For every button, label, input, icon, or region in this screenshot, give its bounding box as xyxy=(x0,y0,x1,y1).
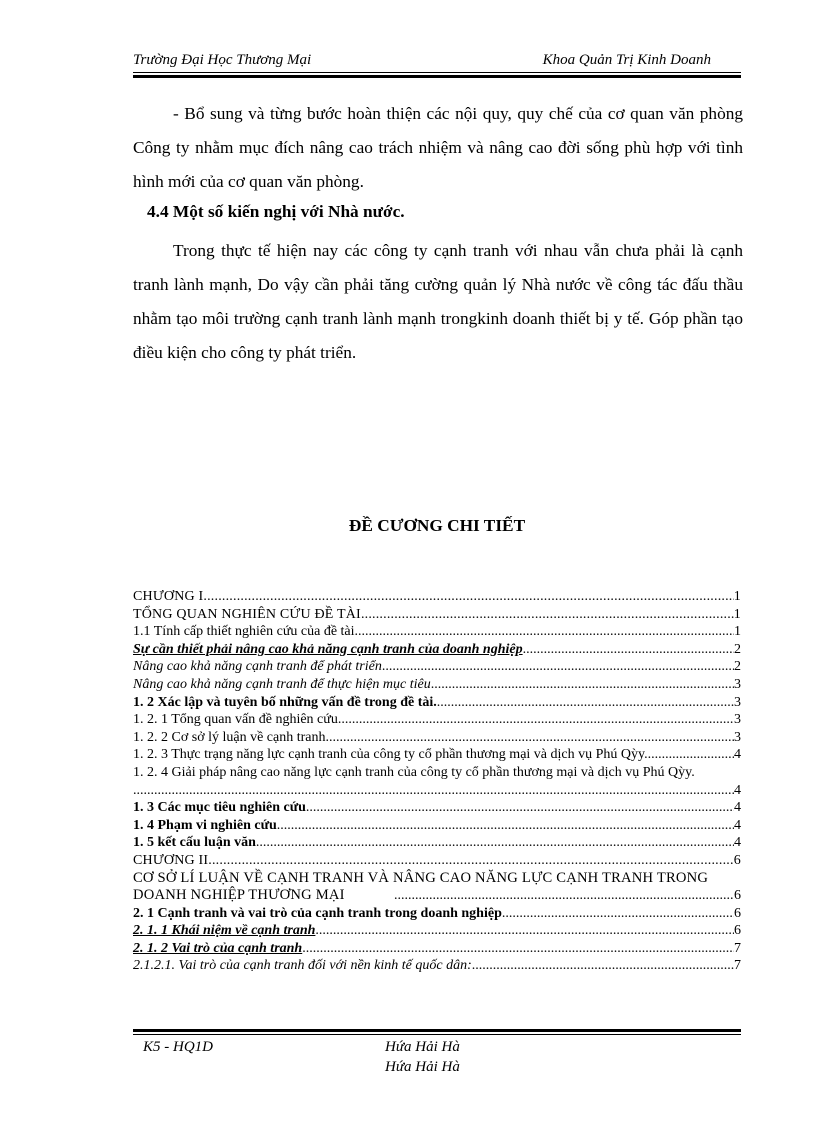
toc-title: ĐỀ CƯƠNG CHI TIẾT xyxy=(348,516,526,535)
toc-entry-text: 1. 2. 3 Thực trạng năng lực cạnh tranh của công ty cổ phần thương mại và dịch vụ Phú Qỳy. xyxy=(133,747,648,763)
toc-entry-text: 1. 2. 4 Giải pháp nâng cao năng lực cạnh tranh của công ty cổ phần thương mại và dịch vụ Phú Qỳy. xyxy=(133,764,695,780)
toc-entry-text: 1. 2 Xác lập và tuyên bố những vấn đề trong đề tài. xyxy=(133,694,437,710)
toc-entry[interactable] xyxy=(133,606,741,624)
toc-entry-text: 1. 2. 1 Tổng quan vấn đề nghiên cứu. xyxy=(133,712,342,728)
toc-entry-page: 1 xyxy=(733,589,741,604)
toc-entry-page: 3 xyxy=(734,694,741,710)
toc-entry-text: 2. 1 Cạnh tranh và vai trò của cạnh tranh trong doanh nghiệp xyxy=(133,905,502,921)
toc-entry[interactable] xyxy=(133,922,741,940)
footer-rule-thick xyxy=(133,1029,741,1032)
toc-entry[interactable] xyxy=(133,676,741,694)
toc-entry-page: 6 xyxy=(733,852,741,868)
toc-entry[interactable] xyxy=(133,852,741,870)
toc-entry-page: 2 xyxy=(734,641,741,657)
toc-entry[interactable] xyxy=(133,940,741,958)
toc-entry-page: 3 xyxy=(734,729,741,745)
toc-entry-text: 1.1 Tính cấp thiết nghiên cứu của đề tài xyxy=(133,624,355,640)
footer-rule-thin xyxy=(133,1034,741,1035)
toc-entry[interactable] xyxy=(133,799,741,817)
toc-entry-text: 1. 3 Các mục tiêu nghiên cứu xyxy=(133,800,306,816)
toc-entry-page: 4 xyxy=(734,800,741,816)
toc-entry-page: 6 xyxy=(734,905,741,921)
toc-entry-page: 3 xyxy=(734,712,741,728)
toc-entry-text: 2. 1. 1 Khái niệm về cạnh tranh xyxy=(133,923,316,939)
toc-entry[interactable] xyxy=(133,711,741,729)
section-heading-4-4: 4.4 Một số kiến nghị với Nhà nước. xyxy=(147,202,405,221)
toc-entry-text: CƠ SỞ LÍ LUẬN VỀ CẠNH TRANH VÀ NÂNG CAO NĂNG LỰC CẠNH TRANH TRONG DOANH NGHIỆP THƯƠNG MẠI xyxy=(133,869,709,904)
toc-entry-page: 7 xyxy=(734,958,741,974)
toc-entry[interactable] xyxy=(133,957,741,975)
toc-entry-text: 2.1.2.1. Vai trò của cạnh tranh đối với nền kinh tế quốc dân: xyxy=(133,958,472,974)
footer-author: Hứa Hải Hà xyxy=(385,1039,460,1055)
toc-entry-page: 4 xyxy=(734,835,741,851)
toc-entry[interactable] xyxy=(133,641,741,659)
toc-entry[interactable] xyxy=(133,834,741,852)
toc-entry-continuation xyxy=(133,782,741,800)
toc-entry-page: 6 xyxy=(734,923,741,939)
toc-entry[interactable] xyxy=(133,764,741,782)
toc-entry-page: 4 xyxy=(734,782,741,798)
toc-entry-page: 6 xyxy=(734,888,741,904)
toc-entry[interactable] xyxy=(133,623,741,641)
toc-entry[interactable] xyxy=(133,817,741,835)
page-header xyxy=(133,52,741,74)
toc-entry-text: CHƯƠNG I xyxy=(133,589,204,604)
footer-authors xyxy=(385,1037,460,1077)
toc-entry-text: Sự cần thiết phải nâng cao khả năng cạnh tranh của doanh nghiệp xyxy=(133,641,523,657)
toc-entry-page: 1 xyxy=(733,606,741,622)
toc-entry-page: 7 xyxy=(734,940,741,956)
toc-entry-page: 2 xyxy=(734,659,741,675)
toc-entry-text: Nâng cao khả năng cạnh tranh để phát triển xyxy=(133,659,382,675)
header-faculty: Khoa Quản Trị Kinh Doanh xyxy=(542,52,711,68)
paragraph-recommendation: Trong thực tế hiện nay các công ty cạnh tranh với nhau vẫn chưa phải là cạnh tranh lành mạnh, Do vậy cần phải tăng cường quản lý Nhà nước về công tác đấu thầu nhằm tạo môi trường cạnh tranh lành mạnh trongkinh doanh thiết bị y tế. Góp phần tạo điều kiện cho công ty phát triển. xyxy=(133,241,743,362)
toc-entry-text: TỔNG QUAN NGHIÊN CỨU ĐỀ TÀI xyxy=(133,606,361,622)
table-of-contents xyxy=(133,588,741,975)
toc-entry-page: 4 xyxy=(734,747,741,763)
toc-entry-text: 2. 1. 2 Vai trò của cạnh tranh xyxy=(133,940,303,956)
toc-entry-text: Nâng cao khả năng cạnh tranh để thực hiện mục tiêu xyxy=(133,676,431,692)
header-school: Trường Đại Học Thương Mại xyxy=(133,52,312,68)
toc-entry[interactable] xyxy=(133,588,741,606)
toc-entry[interactable] xyxy=(133,658,741,676)
toc-entry-text: 1. 2. 2 Cơ sở lý luận về cạnh tranh. xyxy=(133,729,329,745)
toc-entry-text: CHƯƠNG II xyxy=(133,852,209,868)
footer-author: Hứa Hải Hà xyxy=(385,1059,460,1075)
footer-class-code: K5 - HQ1D xyxy=(143,1039,213,1055)
header-rule-thick xyxy=(133,75,741,78)
toc-entry[interactable] xyxy=(133,905,741,923)
header-rule-thin xyxy=(133,72,741,73)
toc-entry-page: 3 xyxy=(734,676,741,692)
toc-entry-page: 4 xyxy=(734,817,741,833)
toc-entry[interactable] xyxy=(133,694,741,712)
toc-entry-text: 1. 4 Phạm vi nghiên cứu xyxy=(133,817,277,833)
toc-entry[interactable] xyxy=(133,746,741,764)
paragraph-regulations: - Bổ sung và từng bước hoàn thiện các nội quy, quy chế của cơ quan văn phòng Công ty nhằm mục đích nâng cao trách nhiệm và nâng cao đời sống phù hợp với tình hình mới của cơ quan văn phòng. xyxy=(133,104,743,191)
toc-entry[interactable] xyxy=(133,729,741,747)
toc-entry-text: 1. 5 kết cấu luận văn xyxy=(133,835,256,851)
toc-entry-page: 1 xyxy=(734,624,741,640)
